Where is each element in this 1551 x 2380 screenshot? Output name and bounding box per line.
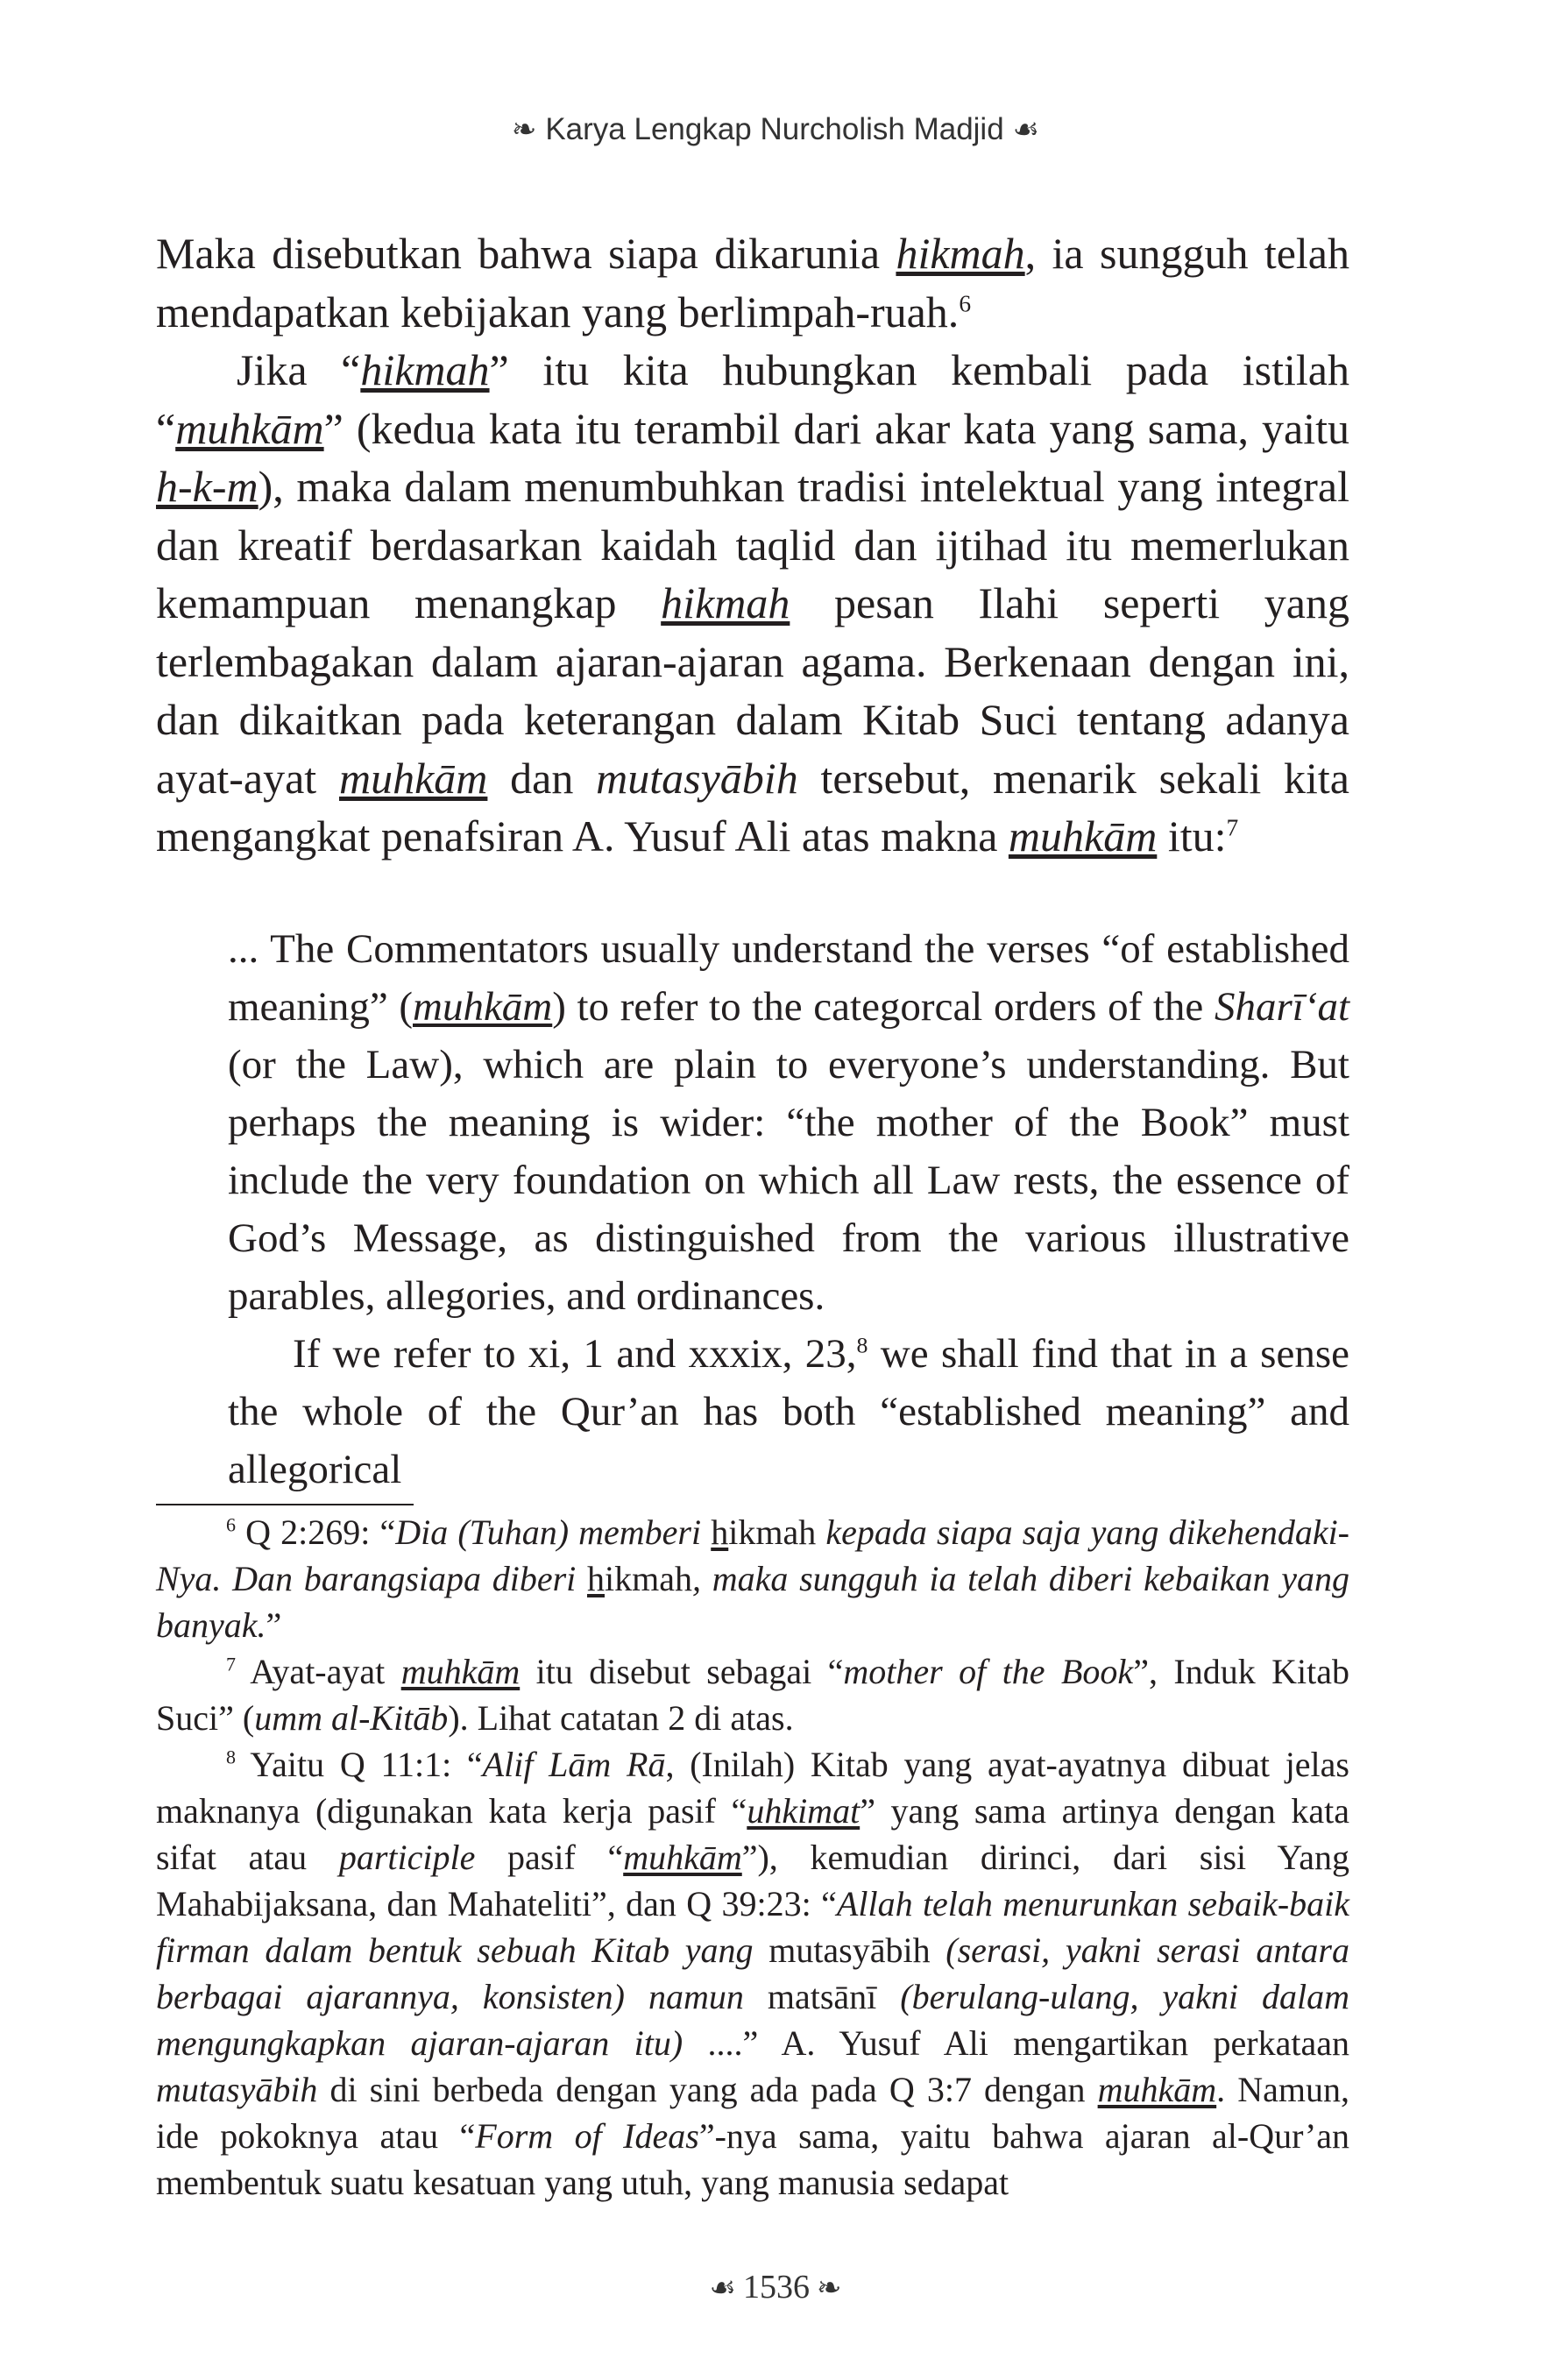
- term-root: h-k-m: [156, 462, 258, 511]
- main-text: [156, 224, 1349, 866]
- paragraph-1: Maka disebutkan bahwa siapa dikarunia hikmah, ia sungguh telah mendapatkan kebijakan yang berlimpah-ruah.$^6$: [156, 229, 1349, 336]
- term-hikmah: hikmah: [360, 345, 490, 394]
- term-mutasyabih: mutasyābih: [596, 753, 798, 803]
- term-hikmah: hikmah: [661, 578, 790, 627]
- block-quote: [228, 920, 1349, 1498]
- running-header: [0, 112, 1551, 147]
- page-number: 1536: [742, 2269, 810, 2306]
- left-ornament-icon: ❧: [511, 112, 537, 147]
- term-hikmah: hikmah: [896, 229, 1025, 278]
- right-ornament-icon: ❧: [816, 2270, 842, 2306]
- footnote-number: 6: [226, 1513, 236, 1536]
- footnote-divider: [156, 1504, 414, 1505]
- footnotes: [156, 1509, 1349, 2206]
- right-ornament-icon: ☙: [1012, 112, 1040, 147]
- footnote-ref-6[interactable]: 6: [959, 288, 972, 316]
- term-muhkam: muhkām: [175, 403, 324, 453]
- footnote-number: 7: [226, 1653, 236, 1675]
- footnote-7: $^7$ Ayat-ayat muhkām itu disebut sebagai “mother of the Book”, Induk Kitab Suci” (umm al-Kitāb). Lihat catatan 2 di atas.: [156, 1652, 1349, 1738]
- paragraph-2: Jika “hikmah” itu kita hubungkan kembali pada istilah “muhkām” (kedua kata itu terambil dari akar kata yang sama, yaitu h-k-m), maka dalam menumbuhkan tradisi intelektual yang integral dan kreatif berdasarkan kaidah taqlid dan ijtihad itu memerlukan kemampuan menangkap hikmah pesan Ilahi seperti yang terlembagakan dalam ajaran-ajaran agama. Berkenaan dengan ini, dan dikaitkan pada keterangan dalam Kitab Suci tentang adanya ayat-ayat muhkām dan mutasyābih tersebut, menarik sekali kita mengangkat penafsiran A. Yusuf Ali atas makna muhkām itu:$^7$: [156, 345, 1349, 861]
- book-title: Karya Lengkap Nurcholish Madjid: [545, 112, 1004, 146]
- quote-paragraph-2: If we refer to xi, 1 and xxxix, 23,$^8$ we shall find that in a sense the whole of the Qur’an has both “established meaning” and allegorical: [228, 1331, 1349, 1492]
- footnote-number: 8: [226, 1746, 236, 1768]
- left-ornament-icon: ☙: [709, 2270, 736, 2306]
- term-muhkam: muhkām: [413, 984, 553, 1030]
- page-number-footer: [0, 2268, 1551, 2306]
- quote-paragraph-1: ... The Commentators usually understand the verses “of established meaning” (muhkām) to refer to the categorcal orders of the Sharī‘at (or the Law), which are plain to everyone’s understanding. But perhaps the meaning is wider: “the mother of the Book” must include the very foundation on which all Law rests, the essence of God’s Message, as distinguished from the various illustrative parables, allegories, and ordinances.: [228, 926, 1349, 1319]
- term-muhkam: muhkām: [1008, 811, 1158, 861]
- term-shariat: Sharī‘at: [1214, 984, 1349, 1030]
- footnote-6: $^6$ Q 2:269: “Dia (Tuhan) memberi hikmah kepada siapa saja yang dikehendaki-Nya. Dan barangsiapa diberi hikmah, maka sungguh ia telah diberi kebaikan yang banyak.”: [156, 1512, 1350, 1645]
- footnote-ref-8[interactable]: 8: [856, 1332, 868, 1358]
- term-muhkam: muhkām: [338, 753, 488, 803]
- footnote-ref-7[interactable]: 7: [1226, 813, 1239, 841]
- footnote-8: $^8$ Yaitu Q 11:1: “Alif Lām Rā, (Inilah) Kitab yang ayat-ayatnya dibuat jelas maknanya (digunakan kata kerja pasif “uhkimat” yang sama artinya dengan kata sifat atau participle pasif “muhkām”), kemudian dirinci, dari sisi Yang Mahabijaksana, dan Mahateliti”, dan Q 39:23: “Allah telah menurunkan sebaik-baik firman dalam bentuk sebuah Kitab yang mutasyābih (serasi, yakni serasi antara berbagai ajarannya, konsisten) namun matsānī (berulang-ulang, yakni dalam mengungkapkan ajaran-ajaran itu) ....” A. Yusuf Ali mengartikan perkataan mutasyābih di sini berbeda dengan yang ada pada Q 3:7 dengan muhkām. Namun, ide pokoknya atau “Form of Ideas”-nya sama, yaitu bahwa ajaran al-Qur’an membentuk suatu kesatuan yang utuh, yang manusia sedapat: [156, 1745, 1350, 2202]
